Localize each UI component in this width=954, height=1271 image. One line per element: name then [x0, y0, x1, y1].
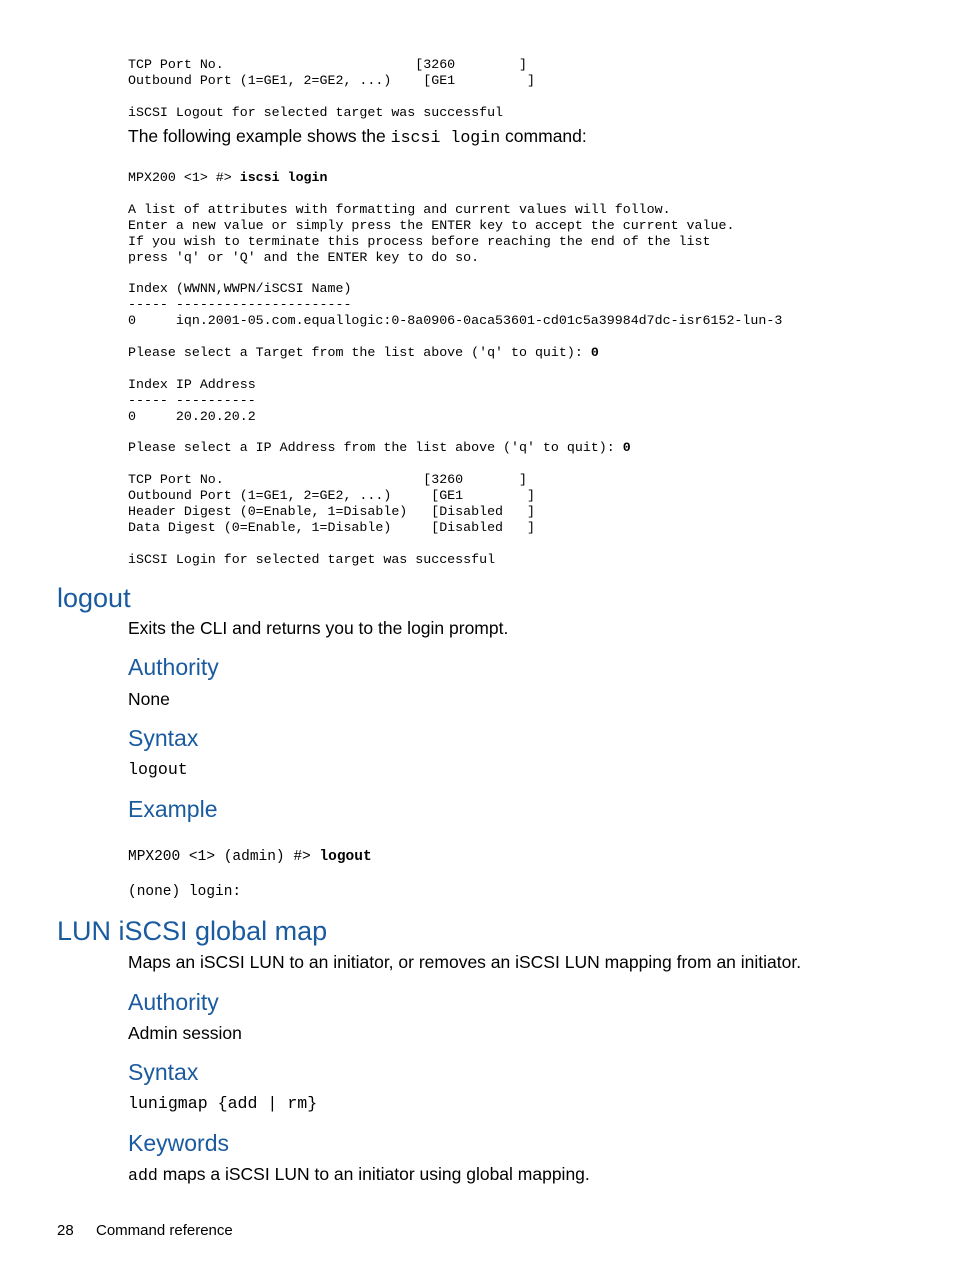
- section-title-logout: logout: [57, 583, 131, 613]
- lunigmap-authority: Admin session: [128, 1023, 242, 1043]
- logout-syntax: logout: [128, 760, 188, 779]
- cli-command: iscsi login: [239, 170, 328, 185]
- lunigmap-description: Maps an iSCSI LUN to an initiator, or removes an iSCSI LUN mapping from an initiator.: [128, 952, 802, 972]
- footer-section: Command reference: [96, 1222, 233, 1239]
- page-number: 28: [57, 1222, 74, 1239]
- lunigmap-syntax: lunigmap {add | rm}: [128, 1094, 318, 1113]
- lunigmap-keyword-add: [128, 1163, 590, 1187]
- code-line: iSCSI Logout for selected target was successful: [128, 104, 504, 120]
- lunigmap-keywords-heading: Keywords: [128, 1130, 229, 1156]
- intro-text: The following example shows the: [128, 126, 391, 146]
- lunigmap-authority-heading: Authority: [128, 989, 219, 1015]
- logout-authority: None: [128, 689, 170, 709]
- code-line: TCP Port No. [3260 ]: [128, 57, 527, 72]
- cli-answer: 0: [590, 344, 599, 360]
- logout-syntax-heading: Syntax: [128, 725, 199, 751]
- section-title-lunigmap: LUN iSCSI global map: [57, 916, 328, 946]
- logout-example-output: [128, 57, 535, 121]
- login-example-intro: [128, 125, 587, 149]
- cli-output: Index IP Address ----- ---------- 0 20.20.20.2 Please select a IP Address from the list above ('q' to quit):: [128, 376, 615, 456]
- logout-description: Exits the CLI and returns you to the login prompt.: [128, 618, 509, 638]
- intro-command: iscsi login: [390, 128, 501, 147]
- cli-command: logout: [319, 849, 372, 865]
- logout-authority-heading: Authority: [128, 654, 219, 680]
- code-line: Outbound Port (1=GE1, 2=GE2, ...) [GE1 ]: [128, 72, 535, 88]
- intro-text-end: command:: [500, 126, 587, 146]
- keyword-description: maps a iSCSI LUN to an initiator using global mapping.: [157, 1164, 590, 1184]
- cli-output: TCP Port No. [3260 ] Outbound Port (1=GE1, 2=GE2, ...) [GE1 ] Header Digest (0=Enable, 1=Disable) [Disabled ] Data Digest (0=Enable, 1=Disable) [Disabled ] iSCSI Login for selected target was successful: [128, 472, 535, 567]
- login-example-code: [128, 170, 782, 568]
- cli-prompt: MPX200 <1> #>: [128, 170, 240, 185]
- logout-example-heading: Example: [128, 796, 218, 822]
- logout-example-code: [128, 849, 372, 866]
- logout-example-result: (none) login:: [128, 884, 242, 900]
- lunigmap-syntax-heading: Syntax: [128, 1059, 199, 1085]
- keyword-name: add: [128, 1166, 158, 1185]
- cli-output: A list of attributes with formatting and current values will follow. Enter a new value or simply press the ENTER key to accept the current value. If you wish to terminate this process before reaching the end of the list press 'q' or 'Q' and the ENTER key to do so. Index (WWNN,WWPN/iSCSI Name) ----- ---------------------- 0 iqn.2001-05.com.equallogic:0-8a0906-0aca53601-cd01c5a39984d7dc-isr6152-lun-3 Please select a Target from the list above ('q' to quit):: [128, 201, 783, 360]
- cli-prompt: MPX200 <1> (admin) #>: [128, 849, 320, 865]
- cli-answer: 0: [622, 440, 631, 456]
